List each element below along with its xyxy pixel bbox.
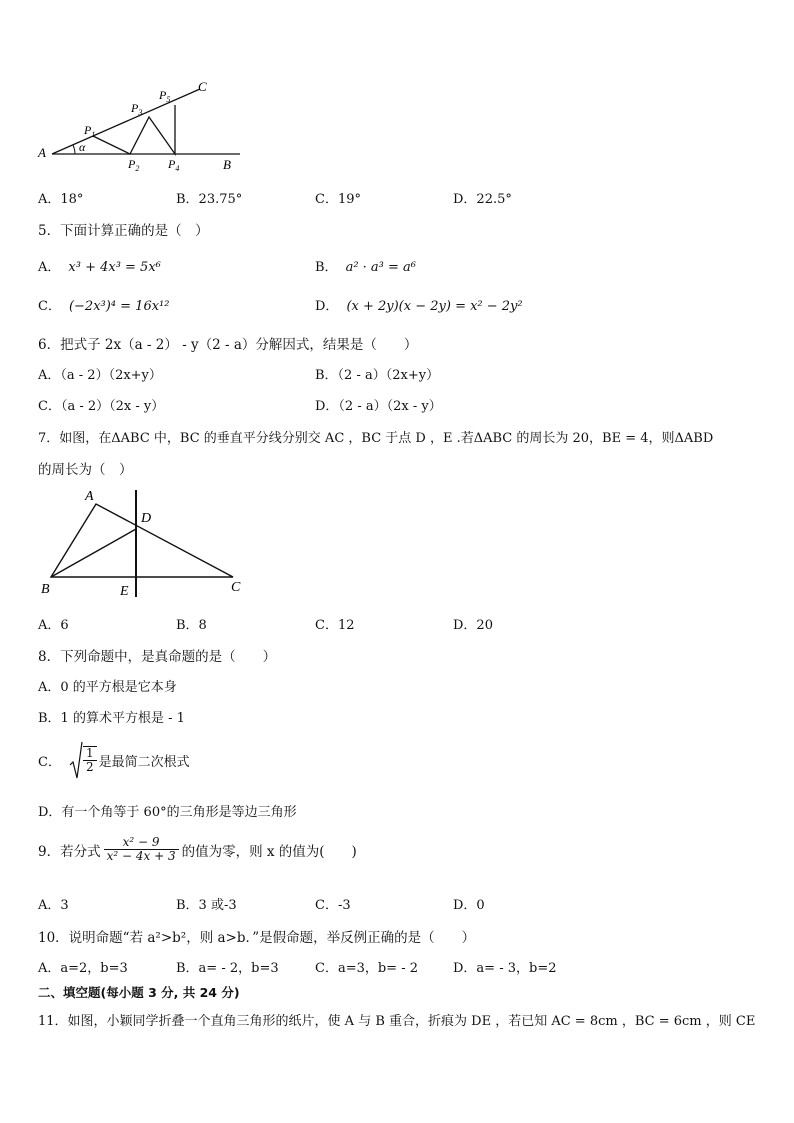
q4-option-c: C．19° <box>315 192 361 207</box>
q5-option-a: A． x³ + 4x³ = 5x⁶ <box>38 260 161 275</box>
q6-option-c: C．（a - 2）（2x - y） <box>38 399 165 414</box>
q5-option-d: D． (x + 2y)(x − 2y) = x² − 2y² <box>315 299 523 314</box>
label-C: C <box>198 79 207 94</box>
label-alpha: α <box>79 140 86 154</box>
q11-stem: 11．如图，小颖同学折叠一个直角三角形的纸片，使 A 与 B 重合，折痕为 DE ，若已知 AC = 8cm ，BC = 6cm ，则 CE <box>38 1014 756 1029</box>
q9-option-d: D．0 <box>453 898 485 913</box>
label-A: A <box>38 145 46 160</box>
q6-option-a: A．（a - 2）（2x+y） <box>38 368 162 383</box>
q5-stem: 5．下面计算正确的是（ ） <box>38 223 209 239</box>
section-heading: 二、填空题(每小题 3 分, 共 24 分) <box>38 985 240 1000</box>
q7-option-a: A．6 <box>38 618 69 633</box>
label-P5: $P_5$ <box>159 88 171 104</box>
q7-stem-line1: 7．如图，在ΔABC 中，BC 的垂直平分线分别交 AC ，BC 于点 D ，E .若ΔABC 的周长为 20，BE = 4，则ΔABD <box>38 431 714 446</box>
fig7-label-A: A <box>85 489 94 504</box>
q8-stem: 8．下列命题中，是真命题的是（ ） <box>38 649 277 665</box>
fig7-label-B: B <box>41 582 50 597</box>
q8-option-a: A．0 的平方根是它本身 <box>38 680 177 695</box>
q6-option-b: B．（2 - a）（2x+y） <box>315 368 440 383</box>
q7-option-d: D．20 <box>453 618 493 633</box>
q9-option-a: A．3 <box>38 898 69 913</box>
label-P2: $P_2$ <box>128 157 140 173</box>
label-B: B <box>223 157 231 172</box>
label-P3: $P_3$ <box>131 101 143 117</box>
angle-figure <box>30 75 250 175</box>
q9-option-c: C．-3 <box>315 898 351 913</box>
q7-stem-line2: 的周长为（ ） <box>38 462 133 478</box>
q10-option-b: B．a= - 2，b=3 <box>176 961 279 976</box>
q6-stem: 6．把式子 2x（a - 2） - y（2 - a）分解因式，结果是（ ） <box>38 337 418 353</box>
q4-option-a: A．18° <box>38 192 84 207</box>
q9-stem: 9．若分式 $\frac{\text{x² − 9}}{\text{x² − 4x + 3}}$ 的值为零，则 x 的值为( ) <box>38 835 357 864</box>
fig7-label-C: C <box>231 580 241 595</box>
q8-option-d: D．有一个角等于 60°的三角形是等边三角形 <box>38 805 297 820</box>
q7-option-c: C．12 <box>315 618 355 633</box>
q10-option-c: C．a=3，b= - 2 <box>315 961 419 976</box>
fig7-label-E: E <box>120 584 129 599</box>
q5-option-c: C． (−2x³)⁴ = 16x¹² <box>38 299 170 314</box>
q4-option-d: D．22.5° <box>453 192 512 207</box>
q6-option-d: D．（2 - a）（2x - y） <box>315 399 442 414</box>
triangle-figure <box>38 485 253 603</box>
sqrt-sign <box>69 740 83 780</box>
label-P1: $P_1$ <box>84 123 96 139</box>
q10-option-d: D．a= - 3，b=2 <box>453 961 557 976</box>
label-P4: $P_4$ <box>168 157 180 173</box>
q5-option-b: B． a² · a³ = a⁶ <box>315 260 417 275</box>
q4-option-b: B．23.75° <box>176 192 243 207</box>
q10-option-a: A．a=2，b=3 <box>38 961 128 976</box>
q10-stem: 10．说明命题“若 a²>b²，则 a>b．”是假命题，举反例正确的是（ ） <box>38 930 476 946</box>
q7-option-b: B．8 <box>176 618 207 633</box>
q9-option-b: B．3 或-3 <box>176 898 237 913</box>
fig7-label-D: D <box>141 511 152 526</box>
q8-option-b: B．1 的算术平方根是 - 1 <box>38 711 185 726</box>
q8-option-c: C． $\frac{1}{2}$ 是最简二次根式 <box>38 740 190 780</box>
